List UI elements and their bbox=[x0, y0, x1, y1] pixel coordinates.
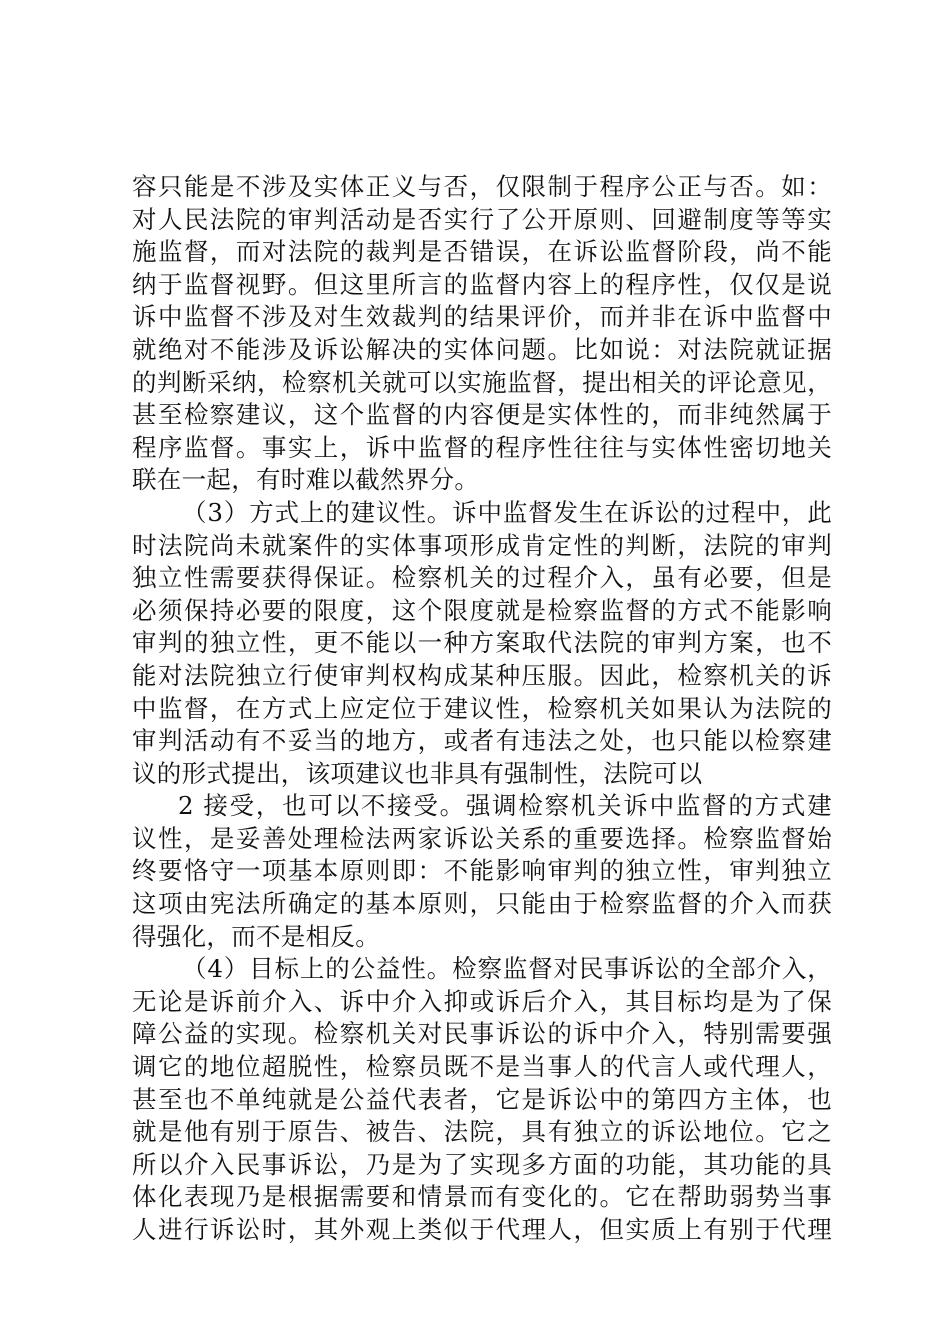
text-line: 2 接受，也可以不接受。强调检察机关诉中监督的方式建 bbox=[178, 791, 832, 821]
text-line: 甚至也不单纯就是公益代表者，它是诉讼中的第四方主体，也 bbox=[132, 1084, 832, 1114]
text-line: 得强化，而不是相反。 bbox=[132, 921, 380, 951]
text-line: 独立性需要获得保证。检察机关的过程介入，虽有必要，但是 bbox=[132, 563, 832, 593]
text-line: 甚至检察建议，这个监督的内容便是实体性的，而非纯然属于 bbox=[132, 400, 832, 430]
text-line: 必须保持必要的限度，这个限度就是检察监督的方式不能影响 bbox=[132, 595, 832, 625]
text-line: 的判断采纳，检察机关就可以实施监督，提出相关的评论意见， bbox=[132, 367, 832, 397]
text-line: 施监督，而对法院的裁判是否错误，在诉讼监督阶段，尚不能 bbox=[132, 237, 832, 267]
paragraph-1 bbox=[132, 171, 832, 497]
text-line: 议的形式提出，该项建议也非具有强制性，法院可以 bbox=[132, 758, 703, 788]
text-line: 程序监督。事实上，诉中监督的程序性往往与实体性密切地关 bbox=[132, 432, 832, 462]
text-line: 能对法院独立行使审判权构成某种压服。因此，检察机关的诉 bbox=[132, 660, 832, 690]
text-line: 人进行诉讼时，其外观上类似于代理人，但实质上有别于代理 bbox=[132, 1215, 832, 1244]
text-line: 所以介入民事诉讼，乃是为了实现多方面的功能，其功能的具 bbox=[132, 1149, 832, 1179]
text-line: 体化表现乃是根据需要和情景而有变化的。它在帮助弱势当事 bbox=[132, 1182, 832, 1212]
text-line: 纳于监督视野。但这里所言的监督内容上的程序性，仅仅是说 bbox=[132, 269, 832, 299]
text-line: 终要恪守一项基本原则即：不能影响审判的独立性，审判独立 bbox=[132, 856, 832, 886]
text-line: 就绝对不能涉及诉讼解决的实体问题。比如说：对法院就证据 bbox=[132, 334, 832, 364]
text-line: 这项由宪法所确定的基本原则，只能由于检察监督的介入而获 bbox=[132, 889, 832, 919]
text-line: 对人民法院的审判活动是否实行了公开原则、回避制度等等实 bbox=[132, 204, 832, 234]
document-body bbox=[132, 171, 832, 1247]
text-line: 审判的独立性，更不能以一种方案取代法院的审判方案，也不 bbox=[132, 628, 832, 658]
paragraph-2 bbox=[132, 497, 832, 790]
text-line: 诉中监督不涉及对生效裁判的结果评价，而并非在诉中监督中 bbox=[132, 302, 832, 332]
text-line: （3）方式上的建议性。诉中监督发生在诉讼的过程中，此 bbox=[182, 497, 832, 527]
text-line: 审判活动有不妥当的地方，或者有违法之处，也只能以检察建 bbox=[132, 726, 832, 756]
text-line: 中监督，在方式上应定位于建议性，检察机关如果认为法院的 bbox=[132, 693, 832, 723]
paragraph-4 bbox=[132, 953, 832, 1246]
text-line: （4）目标上的公益性。检察监督对民事诉讼的全部介入， bbox=[182, 954, 832, 984]
text-line: 无论是诉前介入、诉中介入抑或诉后介入，其目标均是为了保 bbox=[132, 986, 832, 1016]
text-line: 议性，是妥善处理检法两家诉讼关系的重要选择。检察监督始 bbox=[132, 823, 832, 853]
text-line: 时法院尚未就案件的实体事项形成肯定性的判断，法院的审判 bbox=[132, 530, 832, 560]
paragraph-3 bbox=[132, 790, 832, 953]
text-line: 容只能是不涉及实体正义与否，仅限制于程序公正与否。如： bbox=[132, 172, 832, 201]
text-line: 就是他有别于原告、被告、法院，具有独立的诉讼地位。它之 bbox=[132, 1117, 832, 1147]
text-line: 障公益的实现。检察机关对民事诉讼的诉中介入，特别需要强 bbox=[132, 1019, 832, 1049]
text-line: 调它的地位超脱性，检察员既不是当事人的代言人或代理人， bbox=[132, 1052, 832, 1082]
text-line: 联在一起，有时难以截然界分。 bbox=[132, 465, 480, 495]
